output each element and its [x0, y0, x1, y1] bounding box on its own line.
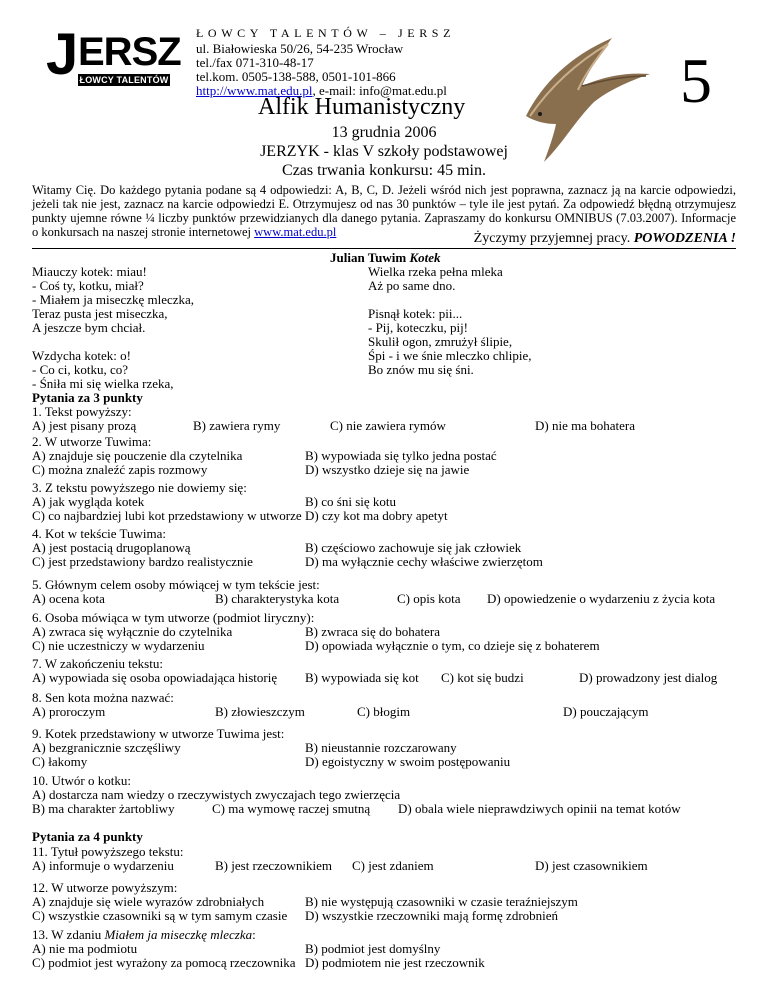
- answer-d: D) prowadzony jest dialog: [579, 670, 718, 685]
- answer-b: B) co śni się kotu: [305, 494, 396, 509]
- question-text: [32, 881, 177, 895]
- answer-b: B) ma charakter żartobliwy: [32, 801, 175, 816]
- answer-b: B) jest rzeczownikiem: [215, 858, 332, 873]
- poem-line: Pisnął kotek: pii...: [368, 306, 463, 321]
- answer-d: D) czy kot ma dobry apetyt: [305, 508, 448, 523]
- question-number: 9.: [32, 726, 45, 741]
- contest-duration: Czas trwania konkursu: 45 min.: [282, 162, 486, 179]
- poem-line: - Miałem ja miseczkę mleczka,: [32, 292, 195, 307]
- section-heading-4-points: Pytania za 4 punkty: [32, 829, 143, 844]
- answer-b: B) zwraca się do bohatera: [305, 624, 440, 639]
- contest-date: 13 grudnia 2006: [331, 124, 437, 141]
- poem-line: - Pij, koteczku, pij!: [368, 320, 469, 335]
- jersz-logo: [40, 22, 181, 87]
- question-body: W utworze powyższym:: [51, 880, 178, 895]
- poem-line: - Coś ty, kotku, miał?: [32, 278, 144, 293]
- poem-author: Julian Tuwim: [330, 250, 410, 265]
- answer-c: C) łakomy: [32, 754, 88, 769]
- answer-a: A) nie ma podmiotu: [32, 941, 138, 956]
- poem-line: Wzdycha kotek: o!: [32, 348, 131, 363]
- answer-c: C) błogim: [357, 704, 411, 719]
- question-number: 13.: [32, 927, 52, 942]
- question-body: Tekst powyższy:: [44, 404, 132, 419]
- poem-line: Teraz pusta jest miseczka,: [32, 306, 168, 321]
- poem-line: Bo znów mu się śni.: [368, 362, 474, 377]
- poem-stanza-2: [32, 349, 194, 391]
- question-number: 7.: [32, 656, 45, 671]
- answer-d: D) nie ma bohatera: [535, 418, 635, 433]
- website-link[interactable]: http://www.mat.edu.pl: [196, 83, 313, 98]
- question-text: [32, 691, 174, 705]
- poem-line: Śpi - i we śnie mleczko chlipie,: [368, 348, 532, 363]
- answer-c: C) co najbardziej lubi kot przedstawiony w utworze: [32, 508, 302, 523]
- answer-c: C) opis kota: [397, 591, 461, 606]
- question-number: 10.: [32, 773, 52, 788]
- poem-right-column: [368, 265, 532, 377]
- question-number: 1.: [32, 404, 45, 419]
- fax: tel./fax 071-310-48-17: [196, 55, 314, 70]
- answer-a: A) jak wygląda kotek: [32, 494, 145, 509]
- logo-letters-ersz: ERSZ: [78, 30, 181, 74]
- question-text: [32, 727, 284, 741]
- question-body: Utwór o kotku:: [51, 773, 131, 788]
- poem-heading: [330, 251, 441, 265]
- answer-c: C) podmiot jest wyrażony za pomocą rzeczownika: [32, 955, 296, 970]
- answer-d: D) jest czasownikiem: [535, 858, 648, 873]
- wish-line: [474, 231, 736, 247]
- section-heading-3-points: Pytania za 3 punkty: [32, 390, 143, 405]
- page-title: Alfik Humanistyczny: [258, 94, 466, 120]
- answer-c: C) jest zdaniem: [352, 858, 434, 873]
- answer-b: B) wypowiada się kot: [305, 670, 419, 685]
- answer-d: D) ma wyłącznie cechy właściwe zwierzętom: [305, 554, 543, 569]
- answer-d: D) wszystko dzieje się na jawie: [305, 462, 470, 477]
- answer-d: D) opowiedzenie o wydarzeniu z życia kota: [487, 591, 716, 606]
- question-number: 6.: [32, 610, 45, 625]
- answer-a: A) znajduje się wiele wyrazów zdrobniałych: [32, 894, 265, 909]
- answer-a: A) jest postacią drugoplanową: [32, 540, 191, 555]
- logo-letter-j: J: [46, 22, 77, 87]
- answer-a: A) bezgranicznie szczęśliwy: [32, 740, 181, 755]
- answer-c: C) nie zawiera rymów: [330, 418, 446, 433]
- answer-b: B) złowieszczym: [215, 704, 305, 719]
- answer-a: A) znajduje się pouczenie dla czytelnika: [32, 448, 243, 463]
- address: ul. Białowieska 50/26, 54-235 Wrocław: [196, 41, 404, 56]
- answer-c: C) można znaleźć zapis rozmowy: [32, 462, 208, 477]
- grade-number: 5: [680, 45, 712, 116]
- question-colon: :: [252, 927, 256, 942]
- answer-b: B) podmiot jest domyślny: [305, 941, 441, 956]
- answer-d: D) wszystkie rzeczowniki mają formę zdrobnień: [305, 908, 559, 923]
- question-body: Głównym celem osoby mówiącej w tym tekście jest:: [45, 577, 320, 592]
- question-number: 8.: [32, 690, 45, 705]
- answer-a: A) jest pisany prozą: [32, 418, 137, 433]
- question-text: [32, 928, 256, 942]
- answer-a: A) proroczym: [32, 704, 106, 719]
- question-number: 12.: [32, 880, 52, 895]
- question-number: 11.: [32, 844, 51, 859]
- answer-d: D) obala wiele nieprawdziwych opinii na temat kotów: [398, 801, 681, 816]
- question-text: [32, 435, 151, 449]
- contest-category: JERZYK - klas V szkoły podstawowej: [260, 143, 508, 160]
- poem-title: Kotek: [409, 250, 441, 265]
- question-text: [32, 405, 132, 419]
- answer-d: D) podmiotem nie jest rzeczownik: [305, 955, 485, 970]
- question-number: 2.: [32, 434, 45, 449]
- poem-line: A jeszcze bym chciał.: [32, 320, 146, 335]
- answer-c: C) ma wymowę raczej smutną: [212, 801, 371, 816]
- answer-d: D) pouczającym: [563, 704, 649, 719]
- question-text: [32, 527, 166, 541]
- question-number: 5.: [32, 577, 45, 592]
- answer-b: B) nie występują czasowniki w czasie teraźniejszym: [305, 894, 578, 909]
- question-body: Osoba mówiąca w tym utworze (podmiot liryczny):: [45, 610, 315, 625]
- answer-a: A) informuje o wydarzeniu: [32, 858, 174, 873]
- answer-b: B) charakterystyka kota: [215, 591, 340, 606]
- divider: [32, 248, 736, 249]
- answer-b: B) częściowo zachowuje się jak człowiek: [305, 540, 522, 555]
- question-number: 3.: [32, 480, 45, 495]
- question-number: 4.: [32, 526, 45, 541]
- answer-a: A) zwraca się wyłącznie do czytelnika: [32, 624, 233, 639]
- question-quote: Miałem ja miseczkę mleczka: [104, 927, 253, 942]
- question-text: [32, 481, 247, 495]
- poem-line: Aż po same dno.: [368, 278, 456, 293]
- phones: tel.kom. 0505-138-588, 0501-101-866: [196, 69, 396, 84]
- poem-line: Skulił ogon, zmrużył ślipie,: [368, 334, 513, 349]
- answer-d: D) egoistyczny w swoim postępowaniu: [305, 754, 511, 769]
- poem-stanza-4: [368, 307, 532, 377]
- answer-a: A) ocena kota: [32, 591, 105, 606]
- intro-link[interactable]: www.mat.edu.pl: [254, 225, 337, 239]
- logo-subtitle: ŁOWCY TALENTÓW: [79, 75, 169, 85]
- question-text: [32, 578, 320, 592]
- answer-a: A) wypowiada się osoba opowiadająca historię: [32, 670, 278, 685]
- answer-b: B) nieustannie rozczarowany: [305, 740, 457, 755]
- question-text: [32, 611, 314, 625]
- answer-c: C) nie uczestniczy w wydarzeniu: [32, 638, 205, 653]
- question-body: W zdaniu: [51, 927, 105, 942]
- poem-stanza-1: [32, 265, 194, 335]
- poem-line: Miauczy kotek: miau!: [32, 264, 147, 279]
- question-text: [32, 845, 183, 859]
- question-text: [32, 657, 163, 671]
- question-body: Tytuł powyższego tekstu:: [50, 844, 184, 859]
- answer-a: A) dostarcza nam wiedzy o rzeczywistych zwyczajach tego zwierzęcia: [32, 787, 401, 802]
- email: , e-mail: info@mat.edu.pl: [312, 83, 447, 98]
- poem-stanza-3: [368, 265, 532, 293]
- question-body: Kot w tekście Tuwima:: [45, 526, 166, 541]
- question-body: Sen kota można nazwać:: [45, 690, 174, 705]
- question-body: Kotek przedstawiony w utworze Tuwima jest:: [45, 726, 285, 741]
- wish-text: Życzymy przyjemnej pracy.: [473, 231, 634, 246]
- answer-b: B) wypowiada się tylko jedna postać: [305, 448, 497, 463]
- question-body: W utworze Tuwima:: [44, 434, 152, 449]
- answer-c: C) kot się budzi: [441, 670, 524, 685]
- intro-text: Witamy Cię. Do każdego pytania podane są 4 odpowiedzi: A, B, C, D. Jeżeli wśród nich jest poprawna, zaznacz ją na karcie odpowiedzi, jeżeli tak nie jest, zaznacz na karcie odpowiedzi E. Otrzymujesz od nas 30 punktów – tyle ile jest pytań. Za odpowiedź błędną otrzymujesz punkty ujemne równe ¼ liczby punktów przewidzianych dla danego pytania. Zapraszamy do konkursu OMNIBUS (7.03.2007). Informacje o konkursach na naszej stronie internetowej: [32, 183, 736, 239]
- poem-line: - Co ci, kotku, co?: [32, 362, 129, 377]
- poem-line: - Śniła mi się wielka rzeka,: [32, 376, 174, 391]
- wish-bold: POWODZENIA !: [633, 231, 736, 246]
- question-body: W zakończeniu tekstu:: [44, 656, 163, 671]
- answer-d: D) opowiada wyłącznie o tym, co dzieje się z bohaterem: [305, 638, 600, 653]
- question-text: [32, 774, 131, 788]
- answer-b: B) zawiera rymy: [193, 418, 281, 433]
- answer-c: C) jest przedstawiony bardzo realistycznie: [32, 554, 253, 569]
- question-body: Z tekstu powyższego nie dowiemy się:: [45, 480, 247, 495]
- poem-line: Wielka rzeka pełna mleka: [368, 264, 503, 279]
- answer-c: C) wszystkie czasowniki są w tym samym czasie: [32, 908, 288, 923]
- organization-name: ŁOWCY TALENTÓW – JERSZ: [196, 26, 456, 40]
- poem-left-column: [32, 265, 194, 391]
